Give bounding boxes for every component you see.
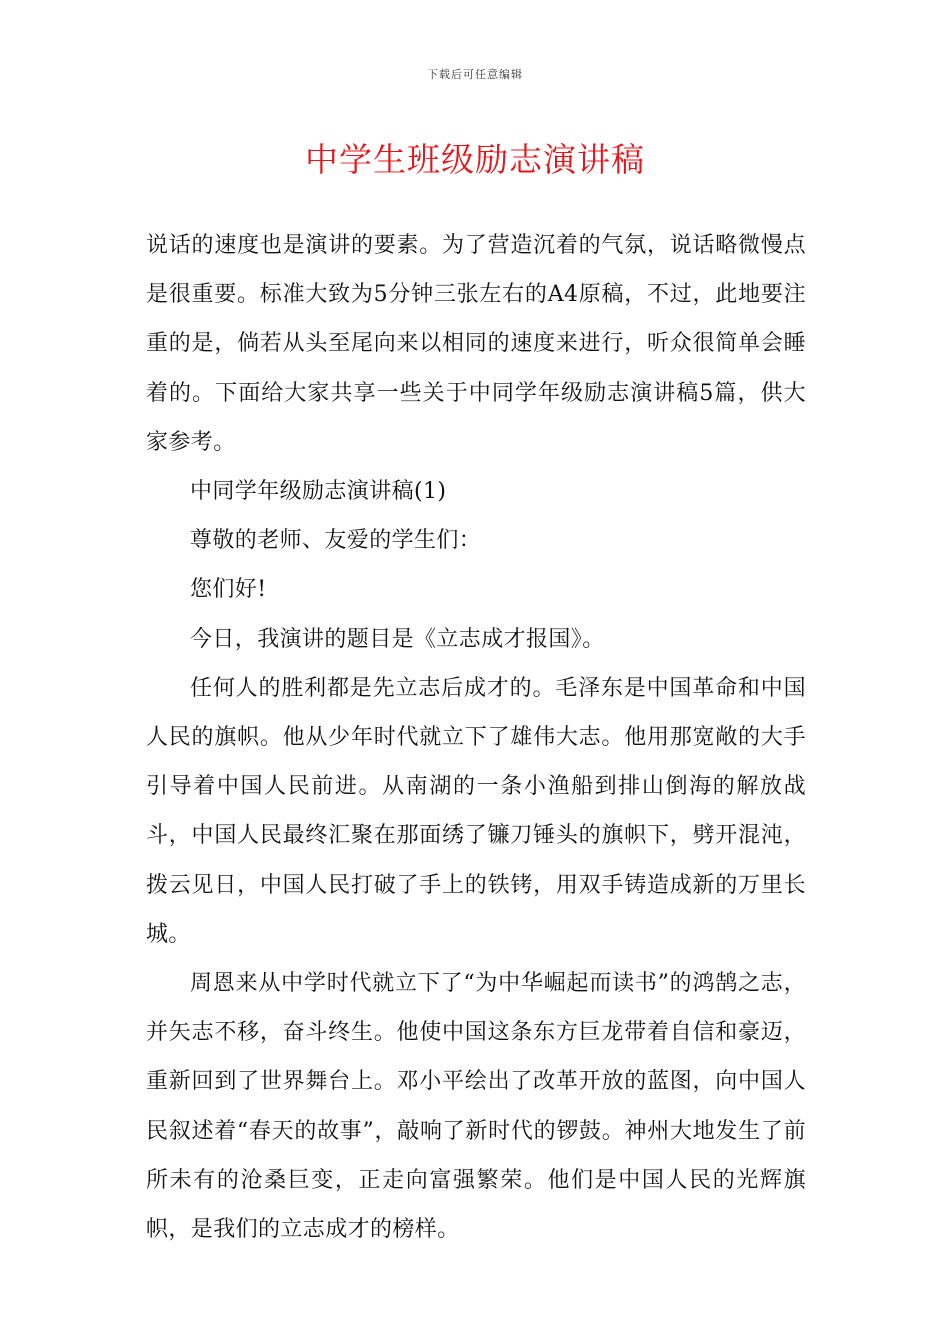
document-body: [146, 221, 806, 1254]
paragraph: 说话的速度也是演讲的要素。为了营造沉着的气氛，说话略微慢点是很重要。标准大致为5分钟三张左右的A4原稿，不过，此地要注重的是，倘若从头至尾向来以相同的速度来进行，听众很简单会睡着的。下面给大家共享一些关于中同学年级励志演讲稿5篇，供大家参考。: [146, 233, 806, 455]
paragraph: 今日，我演讲的题目是《立志成才报国》。: [190, 626, 605, 652]
paragraph: 周恩来从中学时代就立下了“为中华崛起而读书”的鸿鹄之志，并矢志不移，奋斗终生。他使中国这条东方巨龙带着自信和豪迈，重新回到了世界舞台上。邓小平绘出了改革开放的蓝图，向中国人民叙述着“春天的故事”，敲响了新时代的锣鼓。神州大地发生了前所未有的沧桑巨变，正走向富强繁荣。他们是中国人民的光辉旗帜，是我们的立志成才的榜样。: [146, 971, 806, 1243]
header-note: 下载后可任意编辑: [427, 68, 523, 81]
paragraph: 任何人的胜利都是先立志后成才的。毛泽东是中国革命和中国人民的旗帜。他从少年时代就立下了雄伟大志。他用那宽敞的大手引导着中国人民前进。从南湖的一条小渔船到排山倒海的解放战斗，中国人民最终汇聚在那面绣了镰刀锤头的旗帜下，劈开混沌，拨云见日，中国人民打破了手上的铁铐，用双手铸造成新的万里长城。: [146, 675, 806, 947]
paragraph: 中同学年级励志演讲稿(1): [190, 479, 447, 505]
document-title: 中学生班级励志演讲稿: [305, 140, 645, 179]
paragraph: 您们好!: [190, 577, 267, 603]
paragraph: 尊敬的老师、友爱的学生们：: [190, 528, 482, 554]
